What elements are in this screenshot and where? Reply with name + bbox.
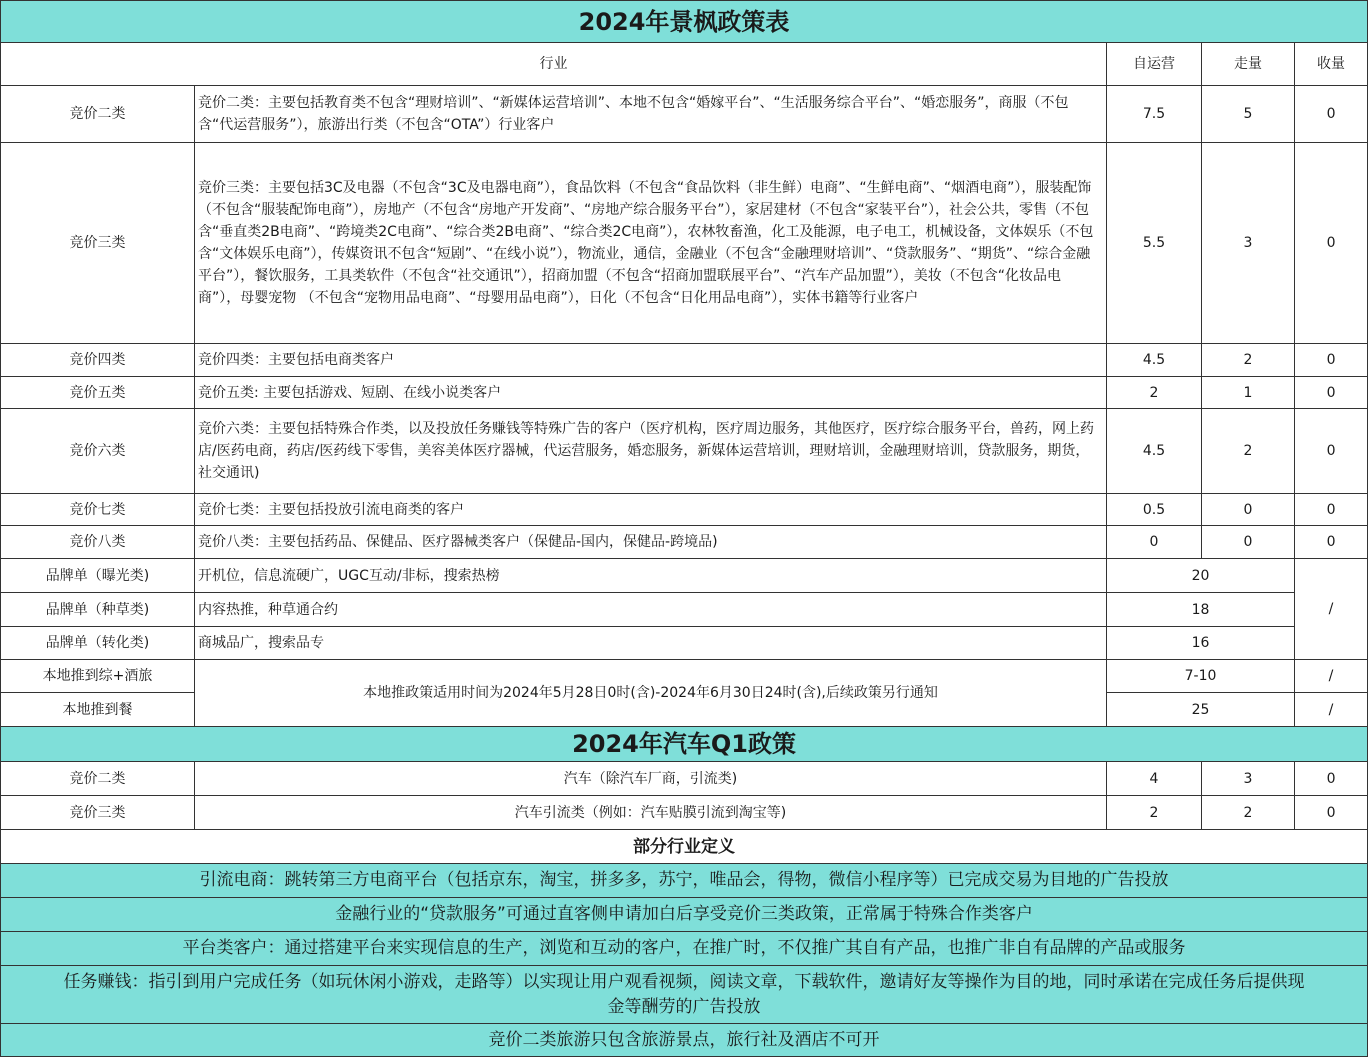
row-category: 竞价八类 — [1, 526, 195, 559]
table-row — [1, 344, 1368, 377]
row-harvest: 0 — [1295, 344, 1368, 377]
row-volume: 1 — [1202, 377, 1295, 409]
definition-item: 竞价二类旅游只包含旅游景点，旅行社及酒店不可开 — [1, 1024, 1368, 1057]
row-description: 竞价四类：主要包括电商类客户 — [195, 344, 1107, 377]
row-volume: 5 — [1202, 86, 1295, 143]
row-description: 开机位，信息流硬广，UGC互动/非标，搜索热榜 — [195, 559, 1107, 593]
row-category: 品牌单（曝光类) — [1, 559, 195, 593]
row-description: 内容热推，种草通合约 — [195, 593, 1107, 627]
row-value: 16 — [1107, 627, 1295, 660]
brand-harvest: / — [1295, 559, 1368, 660]
row-volume: 3 — [1202, 762, 1295, 796]
definitions-title: 部分行业定义 — [1, 830, 1368, 864]
table-row — [1, 660, 1368, 693]
row-value: 7-10 — [1107, 660, 1295, 693]
row-harvest: 0 — [1295, 86, 1368, 143]
auto-policy-title: 2024年汽车Q1政策 — [1, 727, 1368, 762]
table-row — [1, 627, 1368, 660]
row-harvest: 0 — [1295, 494, 1368, 526]
row-category: 竞价七类 — [1, 494, 195, 526]
row-harvest: 0 — [1295, 526, 1368, 559]
row-description: 竞价七类：主要包括投放引流电商类的客户 — [195, 494, 1107, 526]
table-row — [1, 762, 1368, 796]
row-harvest: 0 — [1295, 377, 1368, 409]
row-volume: 0 — [1202, 526, 1295, 559]
row-self-operated: 5.5 — [1107, 143, 1202, 344]
row-category: 竞价四类 — [1, 344, 195, 377]
row-value: 20 — [1107, 559, 1295, 593]
row-self-operated: 4.5 — [1107, 409, 1202, 494]
row-description: 竞价八类：主要包括药品、保健品、医疗器械类客户（保健品-国内，保健品-跨境品) — [195, 526, 1107, 559]
policy-title: 2024年景枫政策表 — [1, 1, 1368, 43]
row-volume: 2 — [1202, 344, 1295, 377]
local-policy-note: 本地推政策适用时间为2024年5月28日0时(含)-2024年6月30日24时(含),后续政策另行通知 — [195, 660, 1107, 727]
row-description: 竞价三类：主要包括3C及电器（不包含“3C及电器电商”），食品饮料（不包含“食品饮料（非生鲜）电商”、“生鲜电商”、“烟酒电商”），服装配饰（不包含“服装配饰电商”），房地产（不包含“房地产开发商”、“房地产综合服务平台”），家居建材（不包含“家装平台”），社会公共，零售（不包含“垂直类2B电商”、“跨境类2C电商”、“综合类2B电商”、“综合类2C电商”），农林牧畜渔，化工及能源，电子电工，机械设备，文体娱乐（不包含“文体娱乐电商”），传媒资讯不包含“短剧”、“在线小说”），物流业，通信，金融业（不包含“金融理财培训”、“贷款服务”、“期货”、“综合金融平台”），餐饮服务，工具类软件（不包含“社交通讯”），招商加盟（不包含“招商加盟联展平台”、“汽车产品加盟”），美妆（不包含“化妆品电商”），母婴宠物 （不包含“宠物用品电商”、“母婴用品电商”），日化（不包含“日化用品电商”），实体书籍等行业客户 — [195, 143, 1107, 344]
definition-item: 金融行业的“贷款服务”可通过直客侧申请加白后享受竞价三类政策，正常属于特殊合作类客户 — [1, 898, 1368, 932]
row-description: 商城品广，搜索品专 — [195, 627, 1107, 660]
row-self-operated: 4 — [1107, 762, 1202, 796]
table-row — [1, 86, 1368, 143]
row-harvest: 0 — [1295, 796, 1368, 830]
row-category: 品牌单（转化类) — [1, 627, 195, 660]
row-description: 竞价六类：主要包括特殊合作类，以及投放任务赚钱等特殊广告的客户（医疗机构，医疗周边服务，其他医疗，医疗综合服务平台，兽药，网上药店/医药电商，药店/医药线下零售，美容美体医疗器械，代运营服务，婚恋服务，新媒体运营培训，理财培训，金融理财培训，贷款服务，期货，社交通讯) — [195, 409, 1107, 494]
table-row — [1, 143, 1368, 344]
row-category: 本地推到综+酒旅 — [1, 660, 195, 693]
row-description: 汽车（除汽车厂商，引流类) — [195, 762, 1107, 796]
row-category: 竞价二类 — [1, 762, 195, 796]
row-harvest: / — [1295, 660, 1368, 693]
row-description: 汽车引流类（例如：汽车贴膜引流到淘宝等) — [195, 796, 1107, 830]
table-row — [1, 796, 1368, 830]
row-description: 竞价五类: 主要包括游戏、短剧、在线小说类客户 — [195, 377, 1107, 409]
row-harvest: 0 — [1295, 409, 1368, 494]
row-category: 竞价六类 — [1, 409, 195, 494]
row-self-operated: 4.5 — [1107, 344, 1202, 377]
row-category: 竞价五类 — [1, 377, 195, 409]
table-row — [1, 526, 1368, 559]
row-self-operated: 2 — [1107, 377, 1202, 409]
row-volume: 3 — [1202, 143, 1295, 344]
row-harvest: / — [1295, 693, 1368, 727]
header-industry: 行业 — [1, 43, 1107, 86]
header-volume: 走量 — [1202, 43, 1295, 86]
row-self-operated: 2 — [1107, 796, 1202, 830]
table-row — [1, 409, 1368, 494]
row-harvest: 0 — [1295, 143, 1368, 344]
row-value: 25 — [1107, 693, 1295, 727]
row-category: 竞价二类 — [1, 86, 195, 143]
table-row — [1, 593, 1368, 627]
row-volume: 0 — [1202, 494, 1295, 526]
definition-item: 平台类客户：通过搭建平台来实现信息的生产，浏览和互动的客户，在推广时，不仅推广其自有产品，也推广非自有品牌的产品或服务 — [1, 932, 1368, 966]
header-harvest: 收量 — [1295, 43, 1368, 86]
table-row — [1, 559, 1368, 593]
row-value: 18 — [1107, 593, 1295, 627]
table-row — [1, 494, 1368, 526]
row-self-operated: 7.5 — [1107, 86, 1202, 143]
row-volume: 2 — [1202, 796, 1295, 830]
row-category: 竞价三类 — [1, 796, 195, 830]
definition-item: 引流电商：跳转第三方电商平台（包括京东，淘宝，拼多多，苏宁，唯品会，得物，微信小程序等）已完成交易为目地的广告投放 — [1, 864, 1368, 898]
table-row — [1, 377, 1368, 409]
row-self-operated: 0 — [1107, 526, 1202, 559]
row-harvest: 0 — [1295, 762, 1368, 796]
header-self-operated: 自运营 — [1107, 43, 1202, 86]
row-self-operated: 0.5 — [1107, 494, 1202, 526]
row-description: 竞价二类：主要包括教育类不包含“理财培训”、“新媒体运营培训”、本地不包含“婚嫁平台”、“生活服务综合平台”、“婚恋服务”，商服（不包含“代运营服务”），旅游出行类（不包含“OTA”）行业客户 — [195, 86, 1107, 143]
row-category: 本地推到餐 — [1, 693, 195, 727]
row-category: 品牌单（种草类) — [1, 593, 195, 627]
row-volume: 2 — [1202, 409, 1295, 494]
row-category: 竞价三类 — [1, 143, 195, 344]
definition-item: 任务赚钱：指引到用户完成任务（如玩休闲小游戏，走路等）以实现让用户观看视频，阅读文章，下载软件，邀请好友等操作为目的地，同时承诺在完成任务后提供现金等酬劳的广告投放 — [1, 966, 1368, 1024]
